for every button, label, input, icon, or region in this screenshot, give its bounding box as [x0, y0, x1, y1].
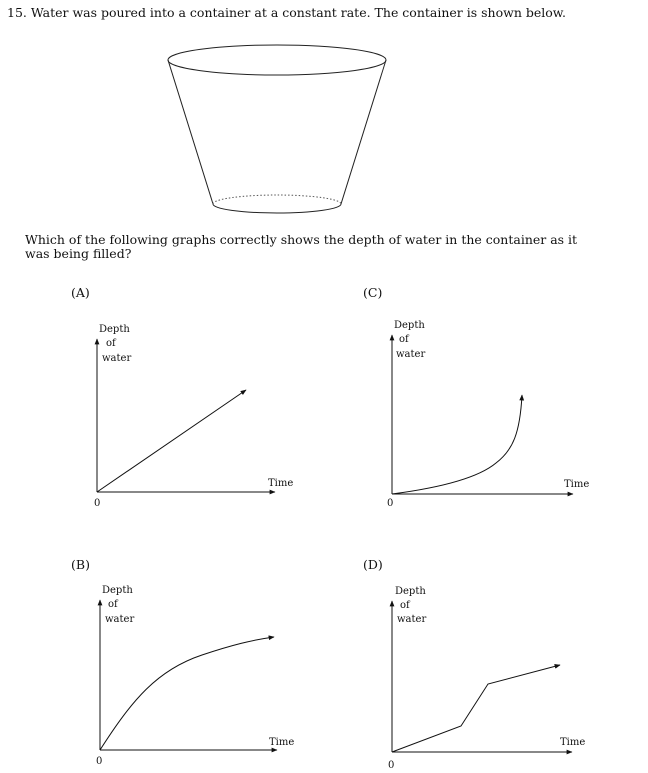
- origin-label: 0: [388, 760, 395, 771]
- x-axis-label-time: Time: [560, 737, 586, 748]
- option-a-label[interactable]: (A): [71, 285, 90, 300]
- container-rim: [168, 45, 386, 75]
- origin-label: 0: [387, 498, 394, 509]
- question-body: Water was poured into a container at a constant rate. The container is shown below.: [30, 5, 566, 20]
- y-axis-label-of: of: [108, 599, 118, 610]
- x-axis-label-time: Time: [268, 478, 294, 489]
- y-axis-label-depth: Depth: [99, 324, 130, 335]
- x-axis-label-time: Time: [269, 737, 295, 748]
- y-axis-label-depth: Depth: [394, 320, 425, 331]
- container-right-side: [341, 60, 386, 204]
- origin-label: 0: [94, 498, 101, 509]
- option-c-label[interactable]: (C): [363, 285, 383, 300]
- graph-d[interactable]: [380, 579, 600, 773]
- container-base-back: [213, 195, 341, 204]
- y-axis-label-depth: Depth: [395, 586, 426, 597]
- y-axis-label-water: water: [397, 614, 427, 625]
- origin-label: 0: [96, 756, 103, 767]
- container-left-side: [168, 60, 213, 204]
- curve-c: [392, 395, 522, 494]
- option-d-label[interactable]: (D): [363, 557, 383, 572]
- y-axis-label-of: of: [399, 334, 409, 345]
- curve-a: [97, 390, 246, 492]
- container-figure: [160, 35, 395, 220]
- curve-b: [100, 637, 274, 750]
- prompt-text: Which of the following graphs correctly shows the depth of water in the container as it was being filled?: [25, 232, 578, 261]
- y-axis-label-water: water: [105, 614, 135, 625]
- graph-b[interactable]: [87, 578, 307, 773]
- option-b-label[interactable]: (B): [71, 557, 90, 572]
- container-base-front: [213, 204, 341, 213]
- y-axis-label-depth: Depth: [102, 585, 133, 596]
- x-axis-label-time: Time: [564, 479, 590, 490]
- graph-c[interactable]: [378, 313, 598, 513]
- question-text: [7, 5, 566, 20]
- y-axis-label-of: of: [400, 600, 410, 611]
- curve-d: [392, 665, 560, 752]
- y-axis-label-water: water: [396, 349, 426, 360]
- y-axis-label-water: water: [102, 353, 132, 364]
- question-number: 15.: [7, 5, 27, 20]
- graph-a[interactable]: [85, 315, 305, 515]
- y-axis-label-of: of: [106, 338, 116, 349]
